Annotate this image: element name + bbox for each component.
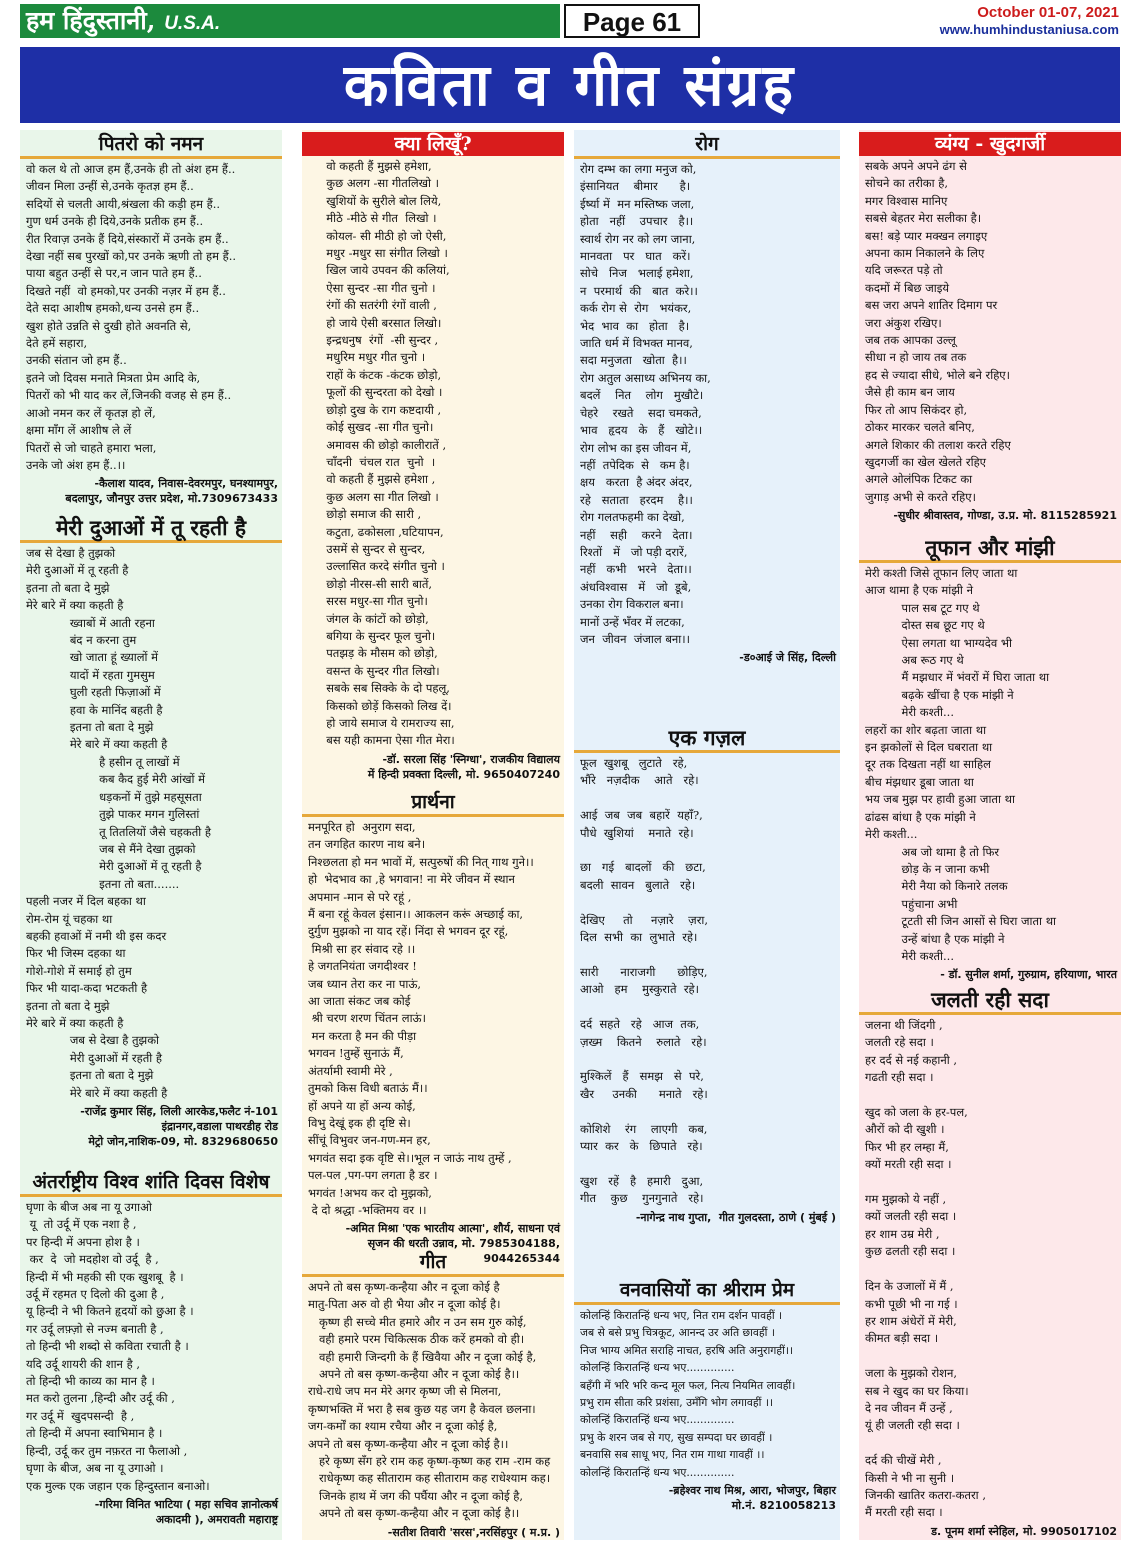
poem-ek-gazal [574,726,840,1225]
poem-jalti-rahi-sada [859,988,1121,1539]
column-4 [859,130,1121,1540]
poem-title: मेरी दुआओं में तू रहती है [20,516,282,543]
poem-credit: -ड०आई जे सिंह, दिल्ली [739,651,836,665]
poem-body: मेरी कश्ती जिसे तूफान लिए जाता था आज थामा है एक मांझी ने पाल सब टूट गए थे दोस्त सब छूट गए थे ऐसा लगता था भाग्यदेव भी अब रूठ गए थे मैं मझधार में भंवरों में घिरा जाता था बढ़के खींचा है एक मांझी ने मेरी कश्ती... लहरों का शोर बढ़ता जाता था इन झकोलों से दिल घबराता था दूर तक दिखता नहीं था साहिल बीच मंझधार डूबा जाता था भय जब मुझ पर हावी हुआ जाता था ढांढस बांधा है एक मांझी ने मेरी कश्ती... अब जो थामा है तो फिर छोड़ के न जाना कभी मेरी नैया को किनारे तलक पहुंचाना अभी टूटती सी जिन आसों से घिरा जाता था उन्हें बांधा है एक मांझी ने मेरी कश्ती... [865,566,1057,963]
website-link[interactable]: www.humhindustaniusa.com [939,22,1119,37]
masthead [20,4,560,38]
poem-credit: -अमित मिश्रा 'एक भारतीय आत्मा', शौर्य, साधना एवं सृजन की धरती उन्नाव, मो. 7985304188, 9044265344 [345,1222,560,1266]
poem-kya-likhun [302,132,564,782]
poem-body: अपने तो बस कृष्ण-कन्हैया और न दूजा कोई है मातु-पिता अरु वो ही भैया और न दूजा कोई है। कृष्ण ही सच्चे मीत हमारे और न उन सम गुरु कोई, वही हमारे परम चिकित्सक ठीक करें हमको वो ही। वही हमारी जिन्दगी के हैं खिवैया और न दूजा कोई है, अपने तो बस कृष्ण-कन्हैया और न दूजा कोई है।। राधे-राधे जप मन मेरे अगर कृष्ण जी से मिलना, कृष्णभक्ति में भरा है सब कुछ यह जग है केवल छलना। जग-कर्मों का श्याम रचैया और न दूजा कोई है, अपने तो बस कृष्ण-कन्हैया और न दूजा कोई है।। हरे कृष्ण सँग हरे राम कह कृष्ण-कृष्ण कह राम -राम कह राधेकृष्ण कह सीताराम कह सीताराम कह राधेश्याम कह। जिनके हाथ में जग की पर्घैया और न दूजा कोई है, अपने तो बस कृष्ण-कन्हैया और न दूजा कोई है।। [308,1280,551,1521]
masthead-title: हम हिंदुस्तानी, [26,6,156,35]
poem-body: सबके अपने अपने ढंग से सोचने का तरीका है, मगर विश्वास मानिए सबसे बेहतर मेरा सलीका है। बस! बड़े प्यार मक्खन लगाइए अपना काम निकालने के लिए यदि जरूरत पड़े तो कदमों में बिछ जाइये बस जरा अपने शातिर दिमाग पर जरा अंकुश रखिए। जब तक आपका उल्लू सीधा न हो जाय तब तक हद से ज्यादा सीधे, भोले बने रहिए। जैसे ही काम बन जाय फिर तो आप सिकंदर हो, ठोकर मारकर चलते बनिए, अगले शिकार की तलाश करते रहिए खुदगर्जी का खेल खेलते रहिए अगले ओलंपिक टिकट का जुगाड़ अभी से करते रहिए। [865,159,1011,504]
poem-credit: -ब्रहेश्वर नाथ मिश्र, आरा, भोजपुर, बिहार मो.नं. 8210058213 [668,1484,836,1513]
poem-title: एक गज़ल [574,726,840,753]
poem-prarthana [302,790,564,1266]
poem-vyangya-khudgarzi [859,132,1121,523]
poem-credit: -गरिमा विनित भाटिया ( महा सचिव ज्ञानोत्कर्ष अकादमी ), अमरावती महाराष्ट्र [94,1497,278,1526]
poem-body: वो कल थे तो आज हम हैं,उनके ही तो अंश हम हैं.. जीवन मिला उन्हीं से,उनके कृतज्ञ हम हैं.. सदियों से चलती आयी,श्रंखला की कड़ी हम हैं.. गुण धर्म उनके ही दिये,उनके प्रतीक हम हैं.. रीत रिवाज़ उनके हैं दिये,संस्कारों में उनके हम हैं.. देखा नहीं सब पुरखों को,पर उनके ऋणी तो हम हैं.. पाया बहुत उन्हीं से पर,न जान पाते हम हैं.. दिखते नहीं वो हमको,पर उनकी नज़र में हम हैं.. देते सदा आशीष हमको,धन्य उनसे हम हैं.. खुश होते उन्नति से दुखी होते अवनति से, देते हमें सहारा, उनकी संतान जो हम हैं.. इतने जो दिवस मनाते मित्रता प्रेम आदि के, पितरों को भी याद कर लें,जिनकी वजह से हम हैं.. आओ नमन कर लें कृतज्ञ हो लें, क्षमा माँग लें आशीष ले लें पितरों से जो चाहते हमारा भला, उनके जो अंश हम हैं..।। [26,162,237,472]
column-1 [20,130,282,1540]
poem-body: वो कहती हैं मुझसे हमेशा, कुछ अलग -सा गीतलिखो । खुशियों के सुरीले बोल लिये, मीठे -मीठे से गीत लिखो । कोयल- सी मीठी हो जो ऐसी, मधुर -मधुर सा संगीत लिखो । खिल जाये उपवन की कलियां, ऐसा सुन्दर -सा गीत चुनो । रंगों की सतरंगी रंगों वाली , हो जाये ऐसी बरसात लिखो। इन्द्रधनुष रंगों -सी सुन्दर , मधुरिम मधुर गीत चुनो । राहों के कंटक -कंटक छोड़ो, फूलों की सुन्दरता को देखो । छोड़ो दुख के राग कष्टदायी , कोई सुखद -सा गीत चुनो। अमावस की छोड़ो कालीरातें , चाँदनी चंचल रात चुनो । वो कहती हैं मुझसे हमेशा , कुछ अलग सा गीत लिखो । छोड़ो समाज की सारी , कटुता, ढकोसला ,घटियापन, उसमें से सुन्दर से सुन्दर, उल्लासित करदे संगीत चुनो । छोड़ो नीरस-सी सारी बातें, सरस मधुर-सा गीत चुनो। जंगल के कांटों को छोड़ो, बगिया के सुन्दर फूल चुनो। पतझड़ के मौसम को छोड़ो, वसन्त के सुन्दर गीत लिखो। सबके सब सिक्के के दो पहलू, किसको छोड़ें किसको लिख दें। हो जाये समाज ये रामराज्य सा, बस यही कामना ऐसा गीत मेरा। [326,159,455,748]
poem-body: रोग दम्भ का लगा मनुज को, इंसानियत बीमार है। ईर्ष्या में मन मस्तिष्क जला, होता नहीं उपचार है।। स्वार्थ रोग नर को लग जाना, मानवता पर घात करें। सोचे निज भलाई हमेशा, न परमार्थ की बात करे।। कर्क रोग से रोग भयंकर, भेद भाव का होता है। जाति धर्म में विभक्त मानव, सदा मनुजता खोता है।। रोग अतुल असाध्य अभिनय का, बदलें नित लोग मुखौटे। चेहरे रखते सदा चमकते, भाव हृदय के हैं खोटे।। रोग लोभ का इस जीवन में, नहीं तपेदिक से कम है। क्षय करता है अंदर अंदर, रहे सताता हरदम है।। रोग गलतफहमी का देखो, नहीं सही करने देता। रिश्तों में जो पड़ी दरारें, नहीं कभी भरने देता।। अंधविश्वास में जो डूबे, उनका रोग विकराल बना। मानों उन्हें भँवर में लटका, जन जीवन जंजाल बना।। [580,162,711,646]
poem-title: वनवासियों का श्रीराम प्रेम [574,1278,840,1305]
poem-title: जलती रही सदा [859,988,1121,1015]
poem-toofan-aur-manjhi [859,536,1121,982]
poem-credit: - डॉ. सुनील शर्मा, गुरुग्राम, हरियाणा, भारत [940,968,1117,982]
column-3 [574,130,840,1540]
poem-geet [302,1250,564,1540]
poem-body: जब से देखा है तुझको मेरी दुआओं में तू रहती है इतना तो बता दे मुझे मेरे बारे में क्या कहती है ख्वाबों में आती रहना बंद न करना तुम खो जाता हूं ख्यालों में यादों में रहता गुमसुम घुली रहती फिज़ाओं में हवा के मानिंद बहती है इतना तो बता दे मुझे मेरे बारे में क्या कहती है है हसीन तू लाखों में कब कैद हुई मेरी आंखों में धड़कनों में तुझे महसूसता तुझे पाकर मगन गुलिस्तां तू तितलियों जैसे चहकती है जब से मैंने देखा तुझको मेरी दुआओं में तू रहती है इतना तो बता....... पहली नजर में दिल बहका था रोम-रोम यूं चहका था बहकी हवाओं में नमी थी इस कदर फिर भी जिस्म दहका था गोशे-गोशे में समाई हो तुम फिर भी यादा-कदा भटकती है इतना तो बता दे मुझे मेरे बारे में क्या कहती है जब से देखा है तुझको मेरी दुआओं में रहती है इतना तो बता दे मुझे मेरे बारे में क्या कहती है [26,546,211,1100]
poem-meri-duaon-mein [20,516,282,1149]
poem-body: फूल खुशबू लुटाते रहे, भौंरे नज़दीक आते रहे। आई जब जब बहारें यहाँ?, पौधे खुशियां मनाते रहे। छा गई बादलों की छटा, बदली सावन बुलाते रहे। देखिए तो नज़ारे ज़रा, दिल सभी का लुभाते रहे। सारी नाराजगी छोड़िए, आओ हम मुस्कुराते रहे। दर्द सहते रहे आज तक, ज़ख्म कितने रुलाते रहे। मुश्किलें हैं समझ से परे, खैर उनकी मनाते रहे। कोशिशे रंग लाएगी कब, प्यार कर के छिपाते रहे। खुश रहें है हमारी दुआ, गीत कुछ गुनगुनाते रहे। [580,756,709,1206]
poem-credit: -सुधीर श्रीवास्तव, गोण्डा, उ.प्र. मो. 8115285921 [893,509,1117,523]
poem-title: अंतर्राष्ट्रीय विश्व शांति दिवस विशेष [20,1170,282,1197]
poem-vishwa-shanti-diwas [20,1170,282,1527]
poem-vanvasiyon-ka-shriram-prem [574,1278,840,1513]
poem-credit: -डॉ. सरला सिंह 'स्निग्धा', राजकीय विद्यालय में हिन्दी प्रवक्ता दिल्ली, मो. 9650407240 [367,752,560,781]
column-2 [302,130,564,1540]
poem-pitaro-ko-naman [20,132,282,506]
masthead-suffix: U.S.A. [164,13,221,34]
poem-title: पितरो को नमन [20,132,282,159]
page-header [0,0,1135,44]
section-banner: कविता व गीत संग्रह [20,47,1120,123]
poem-body: घृणा के बीज अब ना यू उगाओ यू तो उर्दू में एक नशा है , पर हिन्दी में अपना होश है । कर दे जो मदहोश वो उर्दू है , हिन्दी में भी महकी सी एक खुशबू है । उर्दू में रहमत ए दिलो की दुआ है , यू हिन्दी ने भी कितने हृदयों को छुआ है । गर उर्दू लफ़्ज़ो से नज्म बनाती है , तो हिन्दी भी शब्दो से कविता रचाती है । यदि उर्दू शायरी की शान है , तो हिन्दी भी काव्य का मान है । मत करो तुलना ,हिन्दी और उर्दू की , गर उर्दू में खुदपसन्दी है , तो हिन्दी में अपना स्वाभिमान है । हिन्दी, उर्दू कर तुम नफ़रत ना फैलाओ , घृणा के बीज, अब ना यू उगाओ । एक मुल्क एक जहान एक हिन्दुस्तान बनाओ। [26,1200,210,1493]
poem-title: प्रार्थना [302,790,564,817]
poem-body: जलना थी जिंदगी , जलती रहे सदा । हर दर्द से नई कहानी , गढती रही सदा । खुद को जला के हर-पल, औरों को दी खुशी । फिर भी हर लम्हा मैं, क्यों मरती रही सदा । गम मुझको ये नहीं , क्यों जलती रही सदा । हर शाम उम्र मेरी , कुछ ढलती रही सदा । दिन के उजालों में मैं , कभी पूछी भी ना गई । हर शाम अंधेरों में मेरी, कीमत बड़ी सदा । जला के मुझको रोशन, सब ने खुद का घर किया। दे नव जीवन मैं उन्हें , यूं ही जलती रही सदा । दर्द की चीखें मेरी , किसी ने भी ना सुनी । जिनकी खातिर कतरा-कतरा , मैं मरती रही सदा । [865,1018,986,1520]
page-number: Page 61 [564,4,700,38]
poem-credit: -कैलाश यादव, निवास-देवरमपुर, घनश्यामपुर, बदलापुर, जौनपुर उत्तर प्रदेश, मो.7309673433 [65,477,278,506]
poem-credit: -नागेन्द्र नाथ गुप्ता, गीत गुलदस्ता, ठाणे ( मुंबई ) [635,1210,836,1224]
issue-date: October 01-07, 2021 [977,4,1119,21]
poem-credit: -राजेंद्र कुमार सिंह, लिली आरकेड,फलैट नं-101 इंद्रानगर,वडाला पाथरडीह रोड मेट्रो जोन,नाशिक-09, मो. 8329680650 [80,1105,278,1148]
poem-title: गीत [302,1250,564,1277]
poem-title: व्यंग्य - खुदगर्जी [859,132,1121,156]
poem-body: कोलन्हिं किरातन्हिं धन्य भए, नित राम दर्शन पावहीं । जब से बसे प्रभु चित्रकूट, आनन्द उर अति छावहीं । निज भाग्य अमित सराहि नाचत, हरषि अति अनुरागहीं।। कोलन्हिं किरातन्हिं धन्य भए.............. बहँगी में भरि भरि कन्द मूल फल, नित्य नियमित लावहीं। प्रभु राम सीता करि प्रशंसा, उमँगि भोग लगावहीं ।। कोलन्हिं किरातन्हिं धन्य भए.............. प्रभु के शरन जब से गए, सुख सम्पदा घर छावहीं । बनवासि सब साधू भए, नित राम गाथा गावहीं ।। कोलन्हिं किरातन्हिं धन्य भए.............. [580,1309,796,1479]
poem-title: तूफान और मांझी [859,536,1121,563]
poem-title: रोग [574,132,840,159]
poem-rog [574,132,840,665]
poem-credit: -सतीश तिवारी 'सरस',नरसिंहपुर ( म.प्र. ) [387,1525,560,1539]
poem-credit: ड. पूनम शर्मा स्नेहिल, मो. 9905017102 [931,1524,1117,1538]
poem-title: क्या लिखूँ? [302,132,564,156]
poem-body: मनपूरित हो अनुराग सदा, तन जगहित कारण नाथ बने। निश्छलता हो मन भावों में, सत्पुरुषों की नित् गाथ गुने।। हो भेदभाव का ,हे भगवान! ना मेरे जीवन में स्थान अपमान -मान से परे रहूं , मैं बना रहूं केवल इंसान।। आकलन करूं अच्छाई का, दुर्गुण मुझको ना याद रहें। निंदा से भगवन दूर रहूं, मिश्री सा हर संवाद रहे ।। हे जगतनियंता जगदीश्वर ! जब ध्यान तेरा कर ना पाऊं, आ जाता संकट जब कोई श्री चरण शरण चिंतन लाऊं। मन करता है मन की पीड़ा भगवन !तुम्हें सुनाऊं मैं, अंतर्यामी स्वामी मेरे , तुमको किस विधी बताऊं मैं।। हों अपने या हों अन्य कोई, विभु देखूं इक ही दृष्टि से। सींचूं विभुवर जन-गण-मन हर, भगवंत सदा इक वृष्टि से।।भूल न जाऊं नाथ तुम्हें , पल-पल ,पग-पग लगता है डर । भगवंत !अभय कर दो मुझको, दे दो श्रद्धा -भक्तिमय वर ।। [308,820,534,1217]
